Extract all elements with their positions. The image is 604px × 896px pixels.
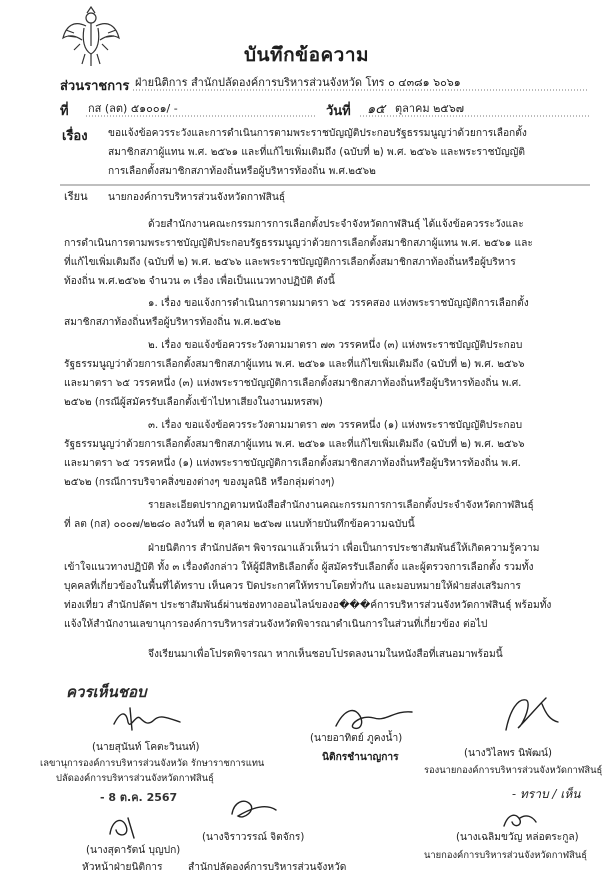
signature-bottom-left xyxy=(104,812,144,842)
bottom-right-signer-name: (นางเฉลิมขวัญ หล่อตระกูล) xyxy=(456,832,579,843)
right-signer-position: รองนายกองค์การบริหารส่วนจังหวัดกาฬสินธุ์ xyxy=(424,765,603,776)
date-label: วันที่ xyxy=(326,104,351,119)
agency-label: ส่วนราชการ xyxy=(60,79,130,94)
signature-bottom-right xyxy=(500,808,540,832)
bottom-left-signer-name: (นางสุดารัตน์ บุญปก) xyxy=(86,845,181,856)
bottom-mid-signer-position: สำนักปลัดองค์การบริหารส่วนจังหวัด xyxy=(188,862,347,873)
signature-bottom-center xyxy=(224,792,284,826)
item1-line-2: สมาชิกสภาท้องถิ่นหรือผู้บริหารท้องถิ่น พ.ศ.๒๕๖๒ xyxy=(64,317,281,328)
agency-value: ฝ่ายนิติการ สำนักปลัดองค์การบริหารส่วนจังหวัด โทร ๐ ๔๓๘๑ ๖๐๖๑ xyxy=(135,76,461,89)
signature-right xyxy=(496,690,566,740)
intro-line-2: การดำเนินการตามพระราชบัญญัติประกอบรัฐธรรมนูญว่าด้วยการเลือกตั้งสมาชิกสภาผู้แทน พ.ศ. ๒๕๖๑ และ xyxy=(64,238,533,249)
details-line-1: รายละเอียดปรากฏตามหนังสือสำนักงานคณะกรรมการการเลือกตั้งประจำจังหวัดกาฬสินธุ์ xyxy=(148,500,534,511)
consider-line-4: ท่องเที่ยว สำนักปลัดฯ ประชาสัมพันธ์ผ่านช่องทางออนไลน์ของอ���ค์การบริหารส่วนจังหวัดกาฬสินธุ์ พร้อมทั้ง xyxy=(64,600,552,611)
right-handwritten-note: - ทราบ / เห็น xyxy=(512,787,581,801)
date-day-handwritten: ๑๕ xyxy=(367,102,386,117)
agency-dotted-line xyxy=(133,89,589,92)
consider-line-5: แจ้งให้สำนักงานเลขานุการองค์การบริหารส่วนจังหวัดพิจารณาดำเนินการในส่วนที่เกี่ยวข้อง ต่อไป xyxy=(64,619,488,630)
closing-line: จึงเรียนมาเพื่อโปรดพิจารณา หากเห็นชอบโปรดลงนามในหนังสือที่เสนอมาพร้อมนี้ xyxy=(148,649,503,660)
intro-line-4: ท้องถิ่น พ.ศ.๒๕๖๒ จำนวน ๓ เรื่อง เพื่อเป็นแนวทางปฏิบัติ ดังนี้ xyxy=(64,276,335,287)
bottom-mid-signer-name: (นางจิราวรรณ์ จิตจักร) xyxy=(202,832,305,843)
left-signer-position-2: ปลัดองค์การบริหารส่วนจังหวัดกาฬสินธุ์ xyxy=(56,773,214,784)
handwritten-approval: ควรเห็นชอบ xyxy=(66,683,147,701)
subject-label: เรื่อง xyxy=(62,129,88,144)
ref-dotted-line xyxy=(86,115,316,118)
details-line-2: ที่ ลต (กส) ๐๐๐๗/๒๒๘๐ ลงวันที่ ๒ ตุลาคม ๒๕๖๗ แนบท้ายบันทึกข้อความฉบับนี้ xyxy=(64,519,415,530)
consider-line-2: เข้าใจแนวทางปฏิบัติ ทั้ง ๓ เรื่องดังกล่าว ให้ผู้มีสิทธิเลือกตั้ง ผู้สมัครรับเลือกตั้ง และผู้ตรวจการเลือกตั้ง รวมทั้ง xyxy=(64,562,534,573)
garuda-emblem-icon xyxy=(60,6,122,68)
consider-line-1: ฝ่ายนิติการ สำนักปลัดฯ พิจารณาแล้วเห็นว่า เพื่อเป็นการประชาสัมพันธ์ให้เกิดความรู้ความ xyxy=(148,543,540,554)
item1-line-1: ๑. เรื่อง ขอแจ้งการดำเนินการตามมาตรา ๖๕ วรรคสอง แห่งพระราชบัญญัติการเลือกตั้ง xyxy=(148,298,529,309)
to-value: นายกองค์การบริหารส่วนจังหวัดกาฬสินธุ์ xyxy=(108,192,286,203)
item2-line-3: และมาตรา ๖๕ วรรคหนึ่ง (๓) แห่งพระราชบัญญัติการเลือกตั้งสมาชิกสภาท้องถิ่นหรือผู้บริหารท้องถิ่น พ.ศ. xyxy=(64,378,522,389)
date-dotted-line xyxy=(360,115,590,118)
middle-signer-name: (นายอาทิตย์ ภูคงน้ำ) xyxy=(310,733,403,744)
subject-line-2: สมาชิกสภาผู้แทน พ.ศ. ๒๕๖๑ และที่แก้ไขเพิ่มเติมถึง (ฉบับที่ ๒) พ.ศ. ๒๕๖๖ และพระราชบัญญัติ xyxy=(108,147,525,158)
left-signer-position-1: เลขานุการองค์การบริหารส่วนจังหวัด รักษาราชการแทน xyxy=(40,758,265,769)
date-rest: ตุลาคม ๒๕๖๗ xyxy=(395,102,464,115)
item2-line-2: รัฐธรรมนูญว่าด้วยการเลือกตั้งสมาชิกสภาผู้แทน พ.ศ. ๒๕๖๑ และที่แก้ไขเพิ่มเติมถึง (ฉบับที่ ๒) พ.ศ. ๒๕๖๖ xyxy=(64,359,525,370)
subject-rule xyxy=(60,184,590,187)
item3-line-2: รัฐธรรมนูญว่าด้วยการเลือกตั้งสมาชิกสภาผู้แทน พ.ศ. ๒๕๖๑ และที่แก้ไขเพิ่มเติมถึง (ฉบับที่ ๒) พ.ศ. ๒๕๖๖ xyxy=(64,439,525,450)
item3-line-3: และมาตรา ๖๕ วรรคหนึ่ง (๑) แห่งพระราชบัญญัติการเลือกตั้งสมาชิกสภาท้องถิ่นหรือผู้บริหารท้องถิ่น พ.ศ. xyxy=(64,458,521,469)
ref-value: กส (ลต) ๕๑๐๐๑/ - xyxy=(88,102,178,115)
item3-line-4: ๒๕๖๒ (กรณีการบริจาคสิ่งของต่างๆ ของมูลนิธิ หรือกลุ่มต่างๆ) xyxy=(64,477,335,488)
subject-line-1: ขอแจ้งข้อควรระวังและการดำเนินการตามพระราชบัญญัติประกอบรัฐธรรมนูญว่าด้วยการเลือกตั้ง xyxy=(108,128,527,139)
subject-line-3: การเลือกตั้งสมาชิกสภาท้องถิ่นหรือผู้บริหารท้องถิ่น พ.ศ.๒๕๖๒ xyxy=(108,166,376,177)
consider-line-3: บุคคลที่เกี่ยวข้องในพื้นที่ได้ทราบ เห็นควร ปิดประกาศให้ทราบโดยทั่วกัน และมอบหมายให้ฝ่ายส่งเสริมการ xyxy=(64,581,521,592)
bottom-left-signer-position: หัวหน้าฝ่ายนิติการ xyxy=(82,862,163,873)
left-stamp-date: - 8 ต.ค. 2567 xyxy=(100,791,178,804)
left-signer-name: (นายสุนันท์ โคตะวินนท์) xyxy=(92,742,200,753)
middle-signer-position: นิติกรชำนาญการ xyxy=(322,752,399,763)
intro-line-1: ด้วยสำนักงานคณะกรรมการการเลือกตั้งประจำจังหวัดกาฬสินธุ์ ได้แจ้งข้อควรระวังและ xyxy=(148,219,524,230)
memo-title: บันทึกข้อความ xyxy=(244,44,370,66)
to-label: เรียน xyxy=(64,190,88,203)
bottom-right-signer-position: นายกองค์การบริหารส่วนจังหวัดกาฬสินธุ์ xyxy=(424,850,587,861)
item2-line-4: ๒๕๖๒ (กรณีผู้สมัครรับเลือกตั้งเข้าไปหาเสียงในงานมหรสพ) xyxy=(64,397,323,408)
signature-left xyxy=(110,704,190,734)
item2-line-1: ๒. เรื่อง ขอแจ้งข้อควรระวังตามมาตรา ๗๓ วรรคหนึ่ง (๓) แห่งพระราชบัญญัติประกอบ xyxy=(148,340,523,351)
intro-line-3: ที่แก้ไขเพิ่มเติมถึง (ฉบับที่ ๒) พ.ศ. ๒๕๖๖ และพระราชบัญญัติการเลือกตั้งสมาชิกสภาท้องถิ่นหรือผู้บริหาร xyxy=(64,257,516,268)
ref-label: ที่ xyxy=(60,104,69,119)
item3-line-1: ๓. เรื่อง ขอแจ้งข้อควรระวังตามมาตรา ๗๓ วรรคหนึ่ง (๑) แห่งพระราชบัญญัติประกอบ xyxy=(148,420,523,431)
right-signer-name: (นางวิไลพร นิพัฒน์) xyxy=(464,748,552,759)
